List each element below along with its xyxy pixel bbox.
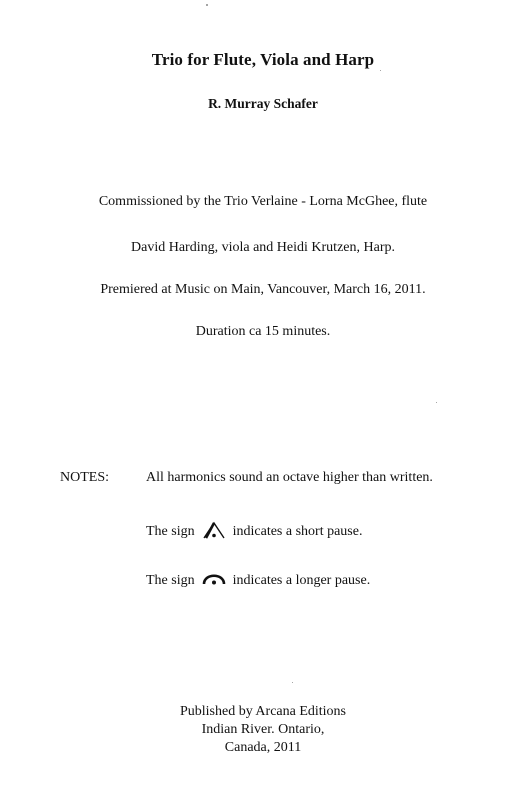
paper-speck	[380, 70, 381, 71]
publisher-line: Published by Arcana Editions	[179, 704, 347, 719]
fermata-icon	[201, 569, 227, 589]
note-short-pause-suffix: indicates a short pause.	[232, 524, 363, 539]
publisher-location-line: Indian River. Ontario,	[201, 722, 325, 737]
page-title: Trio for Flute, Viola and Harp	[151, 50, 375, 69]
duration-line: Duration ca 15 minutes.	[195, 324, 331, 339]
short-pause-sign-icon	[201, 520, 227, 540]
premiere-line: Premiered at Music on Main, Vancouver, March 16, 2011.	[100, 282, 426, 297]
performers-line: David Harding, viola and Heidi Krutzen, Harp.	[131, 240, 395, 255]
note-long-pause	[146, 571, 370, 591]
publisher-country-year-line: Canada, 2011	[224, 740, 302, 755]
paper-speck	[206, 4, 208, 6]
paper-speck	[292, 682, 293, 683]
commission-line: Commissioned by the Trio Verlaine - Lorna McGhee, flute	[98, 194, 428, 209]
note-long-pause-suffix: indicates a longer pause.	[232, 573, 371, 588]
note-short-pause	[146, 522, 362, 542]
note-long-pause-prefix: The sign	[146, 573, 195, 588]
composer-name: R. Murray Schafer	[208, 96, 318, 111]
note-harmonics	[146, 470, 433, 486]
notes-label: NOTES:	[60, 470, 109, 485]
note-short-pause-prefix: The sign	[146, 524, 195, 539]
paper-speck	[436, 402, 437, 403]
note-harmonics-text: All harmonics sound an octave higher than written.	[146, 470, 433, 485]
